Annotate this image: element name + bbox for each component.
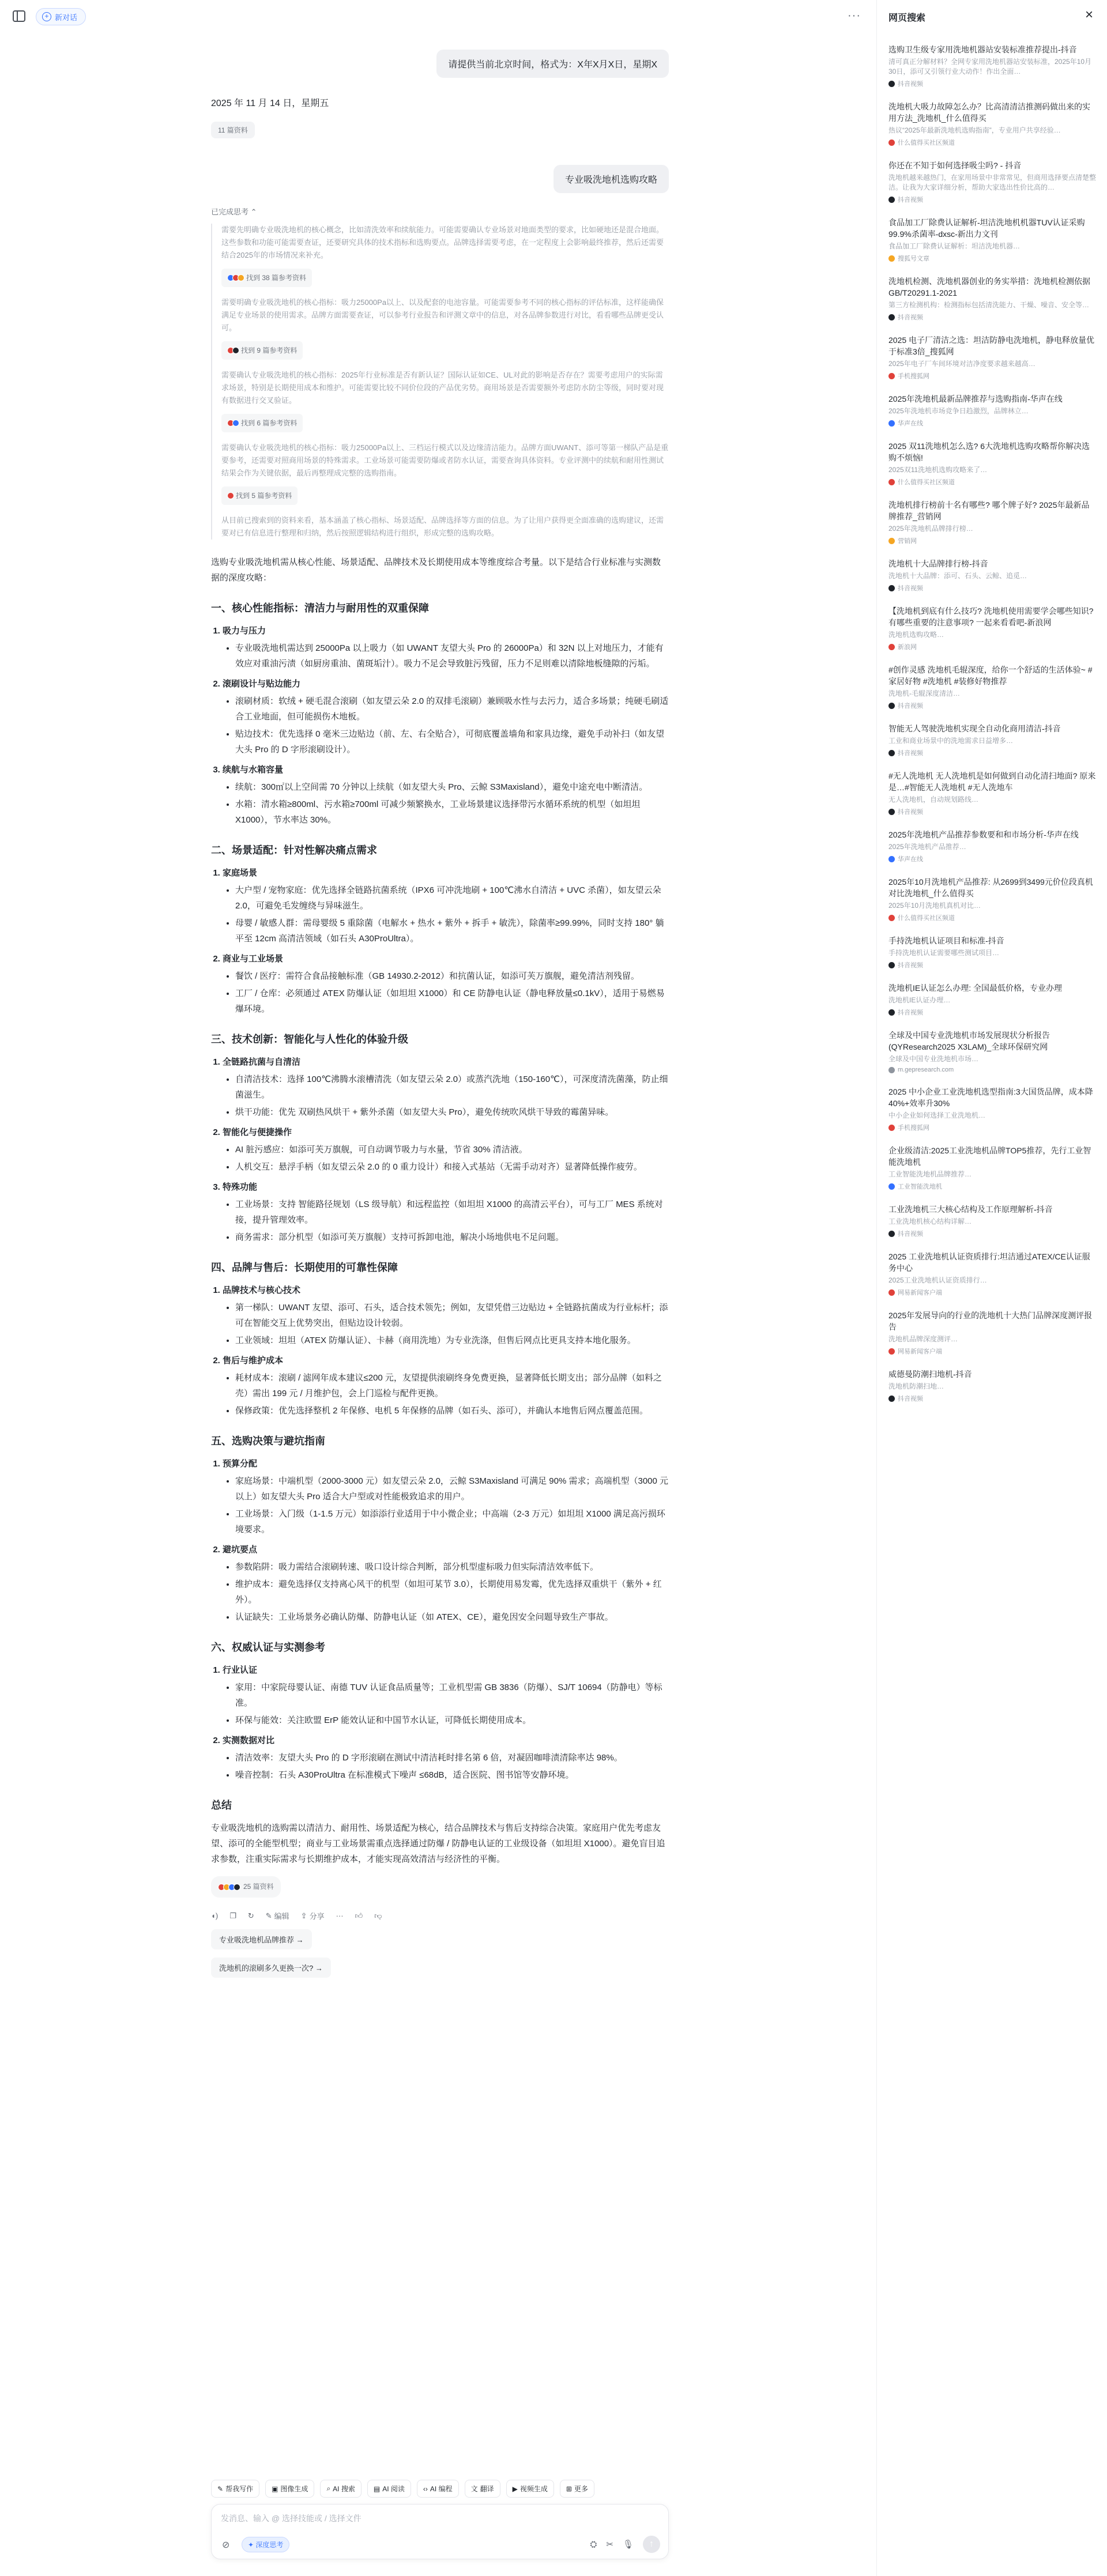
tool-image[interactable]: ▣ 图像生成: [265, 2480, 314, 2498]
search-result[interactable]: [888, 1029, 1096, 1073]
result-title[interactable]: 洗地机排行榜前十名有哪些? 哪个牌子好? 2025年最新品牌推荐_营销网: [888, 500, 1090, 521]
result-source: 抖音视频: [888, 748, 1096, 757]
search-result[interactable]: [888, 217, 1096, 263]
section-list: [211, 865, 669, 1017]
result-snippet: 热议“2025年最新洗地机选购指南”，专业用户共享经验…: [888, 126, 1061, 134]
result-title[interactable]: 2025年10月洗地机产品推荐: 从2699到3499元价位段真机对比洗地机_什么值得买: [888, 877, 1093, 898]
search-result[interactable]: [888, 558, 1096, 593]
item-detail: • 专业吸洗地机需达到 25000Pa 以上吸力（如 UWANT 友望大头 Pro 的 26000Pa）和 32N 以上对地压力，才能有效应对重油污渍（如厨房重油、菌斑垢汁）。吸力不足会导致脏污残留，压力不足则难以清除地板缝隙的污垢。: [235, 640, 669, 672]
source-logo-icon: [888, 314, 895, 320]
mode-icon[interactable]: ⛭: [590, 2539, 597, 2549]
result-snippet: 2025年电子厂车间环境对洁净度要求越来越高…: [888, 360, 1036, 368]
source-logo-icon: [888, 644, 895, 650]
copy-icon[interactable]: ❐: [229, 1911, 236, 1920]
result-source: 什么值得买社区频道: [888, 913, 1096, 922]
source-logo-icon: [888, 139, 895, 146]
source-logo-icon: [888, 585, 895, 591]
item-title: 滚刷设计与贴边能力: [223, 679, 301, 689]
message-input[interactable]: 发消息、输入 @ 选择技能或 / 选择文件: [221, 2514, 362, 2523]
result-source: 抖音视频: [888, 79, 1096, 88]
result-snippet: 手持洗地机认证需要哪些测试项目…: [888, 949, 1000, 957]
item-title: 避坑要点: [223, 1545, 258, 1555]
result-snippet: 工业智能洗地机品牌推荐…: [888, 1170, 972, 1178]
thumbs-up-icon[interactable]: 👍︎: [355, 1911, 363, 1920]
summary-heading: 总结: [211, 1800, 232, 1811]
search-references-chip[interactable]: 找到 5 篇参考资料: [221, 486, 298, 505]
item-detail: • 保修政策：优先选择整机 2 年保修、电机 5 年保修的品牌（如石头、添可），并确认本地售后网点覆盖范围。: [235, 1403, 669, 1419]
item-detail: • 维护成本：避免选择仅支持离心风干的机型（如坦可某节 3.0），长期使用易发霉，优先选择双重烘干（紫外 + 红外）。: [235, 1576, 669, 1608]
references-chip[interactable]: 25 篇资料: [211, 1876, 281, 1898]
result-snippet: 2025年10月洗地机真机对比…: [888, 902, 981, 910]
send-button[interactable]: ↑: [643, 2536, 660, 2553]
section-item: [223, 1733, 669, 1783]
source-icons: [227, 492, 232, 499]
result-source: 新浪网: [888, 642, 1096, 651]
result-title[interactable]: 2025 中小企业工业洗地机选型指南:3大国货品牌，成本降40%+效率升30%: [888, 1087, 1093, 1108]
plus-icon: +: [42, 12, 51, 21]
result-snippet: 2025年洗地机市场竞争日趋激烈，品牌林立…: [888, 407, 1029, 415]
assistant-answer: [211, 555, 669, 1898]
item-title: 全链路抗菌与自清洁: [223, 1057, 301, 1067]
result-snippet: 2025年洗地机产品推荐…: [888, 843, 966, 851]
source-logo-icon: [888, 962, 895, 968]
microphone-icon[interactable]: 🎙︎: [622, 2540, 634, 2549]
search-result[interactable]: [888, 276, 1096, 322]
result-snippet: 洗地机品牌深度测评…: [888, 1335, 958, 1343]
sidebar-toggle-icon[interactable]: [13, 10, 25, 22]
item-detail: • 大户型 / 宠物家庭：优先选择全链路抗菌系统（IPX6 可冲洗地刷 + 100℃沸水自清洁 + UVC 杀菌），如友望云朵 2.0，可避免毛发缠绕与异味滋生。: [235, 882, 669, 914]
search-result[interactable]: [888, 1086, 1096, 1132]
thought-paragraph: 需要先明确专业吸洗地机的核心概念，比如清洗效率和续航能力。可能需要确认专业场景对地面类型的要求，比如硬地还是混合地面。这些参数和功能可能需要查证，还要研究具体的技术指标和选购要点。品牌选择需要考虑，在一定程度上会影响最终推荐，然后还需要结合2025年的市场情况来补充。: [221, 225, 664, 259]
source-logo-icon: [888, 1067, 895, 1073]
search-result[interactable]: [888, 334, 1096, 380]
result-source: m.gepresearch.com: [888, 1066, 1096, 1073]
result-title[interactable]: 食品加工厂除费认证解析-坦洁洗地机机器TUV认证采购99.9%杀菌率-dxsc-新出力文刊: [888, 218, 1085, 239]
item-detail: • 清洁效率：友望大头 Pro 的 D 字形滚刷在测试中清洁耗时排名第 6 倍，对凝固咖啡渍清除率达 98%。: [235, 1750, 669, 1766]
result-snippet: 第三方检测机构：检测指标包括清洗能力、干燥、噪音、安全等…: [888, 301, 1090, 309]
section-item: [223, 1353, 669, 1419]
source-logo-icon: [888, 1183, 895, 1190]
result-source: 营销网: [888, 536, 1096, 545]
source-logo-icon: [888, 915, 895, 921]
result-title[interactable]: 全球及中国专业洗地机市场发展现状分析报告(QYResearch2025 X3LAM)_全球环保研究网: [888, 1031, 1050, 1051]
search-result[interactable]: [888, 605, 1096, 651]
section-item: [223, 676, 669, 757]
item-title: 商业与工业场景: [223, 954, 284, 964]
section-heading: 二、场景适配：针对性解决痛点需求: [211, 844, 377, 856]
book-icon: ▤: [373, 2484, 381, 2493]
section-item: [223, 1456, 669, 1537]
result-title[interactable]: 选购卫生级专家用洗地机器站安装标准推荐提出-抖音: [888, 45, 1077, 54]
item-detail: • 水箱：清水箱≥800ml、污水箱≥700ml 可减少频繁换水，工业场景建议选择带污水循环系统的机型（如坦坦 X1000），节水率达 30%。: [235, 797, 669, 828]
result-snippet: 2025双11洗地机选购攻略来了…: [888, 466, 988, 474]
item-detail: • 工业场景：支持 智能路径规划（LS 级导航）和远程监控（如坦坦 X1000 的高清云平台），可与工厂 MES 系统对接，提升管理效率。: [235, 1197, 669, 1228]
source-logo-icon: [888, 81, 895, 87]
result-title[interactable]: 洗地机检测、洗地机器创业的务实举措：洗地机检测依据GB/T20291.1-2021: [888, 277, 1090, 297]
result-title[interactable]: 你还在不知于如何选择吸尘吗? - 抖音: [888, 161, 1022, 170]
user-message: 请提供当前北京时间，格式为：X年X月X日，星期X: [436, 50, 669, 78]
result-source: 搜狐号文章: [888, 254, 1096, 263]
item-title: 售后与维护成本: [223, 1356, 284, 1366]
tool-writing[interactable]: ✎ 帮我写作: [211, 2480, 259, 2498]
result-title[interactable]: 企业级清洁:2025工业洗地机品牌TOP5推荐，先行工业智能洗地机: [888, 1146, 1091, 1167]
result-title[interactable]: 2025年洗地机最新品牌推荐与选购指南-华声在线: [888, 394, 1063, 403]
result-source: 网易新闻客户端: [888, 1288, 1096, 1297]
section-item: [223, 951, 669, 1017]
result-source: 华声在线: [888, 854, 1096, 863]
result-snippet: 洗地机-毛辊深度清洁…: [888, 689, 960, 697]
result-title[interactable]: 【洗地机到底有什么技巧? 洗地机使用需要学会哪些知识? 有哪些重要的注意事项? 一起来看看吧-新浪网: [888, 606, 1094, 627]
search-result[interactable]: [888, 723, 1096, 757]
section-item: [223, 762, 669, 828]
search-icon: ⌕: [326, 2484, 331, 2492]
item-detail: • 环保与能效：关注欧盟 ErP 能效认证和中国节水认证，可降低长期使用成本。: [235, 1713, 669, 1728]
message-composer[interactable]: [211, 2504, 669, 2559]
tool-search[interactable]: ⌕ AI 搜索: [320, 2480, 361, 2498]
search-references-chip[interactable]: 找到 9 篇参考资料: [221, 341, 303, 360]
result-snippet: 洗地机IE认证办理…: [888, 996, 951, 1004]
web-search-panel: [876, 0, 1107, 2576]
section-heading: 四、品牌与售后：长期使用的可靠性保障: [211, 1262, 398, 1273]
section-heading: 一、核心性能指标：清洁力与耐用性的双重保障: [211, 602, 429, 614]
item-detail: • 第一梯队：UWANT 友望、添可、石头，适合技术领先；例如，友望凭借三边贴边 + 全链路抗菌成为行业标杆；添可在智能交互上优势突出，但贴边设计较弱。: [235, 1300, 669, 1331]
search-references-chip[interactable]: 找到 6 篇参考资料: [221, 414, 303, 432]
result-title[interactable]: 智能无人驾驶洗地机实现全自动化商用清洁-抖音: [888, 724, 1061, 733]
result-source: 华声在线: [888, 418, 1096, 428]
section-item: [223, 1054, 669, 1120]
source-logo-icon: [888, 479, 895, 485]
item-detail: • 家用：中家院母婴认证、南德 TUV 认证食品质量等；工业机型需 GB 3836（防爆）、SJ/T 10694（防静电）等标准。: [235, 1680, 669, 1711]
result-title[interactable]: #创作灵感 洗地机毛辊深度，给你一个舒适的生活体验~ #家居好物 #洗地机 #装修好物推荐: [888, 665, 1093, 686]
result-title[interactable]: 洗地机大吸力故障怎么办？比高清清洁推测码做出来的实用方法_洗地机_什么值得买: [888, 102, 1090, 123]
thought-process: [211, 224, 669, 540]
section-item: [223, 1179, 669, 1245]
search-result[interactable]: [888, 935, 1096, 970]
tool-reading[interactable]: ▤ AI 阅读: [367, 2480, 411, 2498]
result-source: 手机搜狐网: [888, 371, 1096, 380]
item-detail: • 滚刷材质：软绒 + 硬毛混合滚刷（如友望云朵 2.0 的双排毛滚刷）兼顾吸水性与去污力，适合多场景；纯硬毛刷适合工业地面，但可能损伤木地板。: [235, 693, 669, 725]
source-icons: [218, 1884, 239, 1891]
share-button[interactable]: ⇪ 分享: [300, 1911, 325, 1921]
result-source: 抖音视频: [888, 195, 1096, 204]
item-detail: • 耗材成本：滚刷 / 滤网年成本建议≤200 元，友望提供滚刷终身免费更换，显著降低长期支出；部分品牌（如料之壳）需出 199 元 / 月维护包，会上门巡检与配件更换。: [235, 1370, 669, 1401]
item-detail: • 续航：300㎡以上空间需 70 分钟以上续航（如友望大头 Pro、云鲸 S3Maxisland），避免中途充电中断清洁。: [235, 779, 669, 795]
message-actions: [211, 1910, 669, 1921]
section-heading: 六、权威认证与实测参考: [211, 1642, 325, 1653]
item-detail: • 工厂 / 仓库：必须通过 ATEX 防爆认证（如坦坦 X1000）和 CE 防静电认证（静电释放量≤0.1kV），适用于易燃易爆环境。: [235, 986, 669, 1017]
section-item: [223, 1283, 669, 1348]
tool-more[interactable]: ⊞ 更多: [560, 2480, 594, 2498]
section-item: [223, 1125, 669, 1175]
close-icon[interactable]: ×: [1085, 7, 1093, 22]
section-list: [211, 1456, 669, 1625]
search-result[interactable]: [888, 664, 1096, 710]
item-detail: • 贴边技术：优先选择 0 毫米三边贴边（前、左、右全贴合），可彻底覆盖墙角和家具边缘，避免手动补扫（如友望大头 Pro 的 D 字形滚刷设计）。: [235, 726, 669, 757]
source-logo-icon: [888, 255, 895, 262]
section-heading: 五、选购决策与避坑指南: [211, 1435, 325, 1447]
suggested-question[interactable]: 专业吸洗地机品牌推荐 →: [211, 1929, 312, 1949]
video-icon: ▶: [512, 2484, 518, 2493]
translate-icon: 文: [470, 2485, 478, 2493]
result-title[interactable]: 威德曼防潮扫地机-抖音: [888, 1370, 972, 1379]
search-results: [888, 44, 1096, 1416]
tool-video[interactable]: ▶ 视频生成: [506, 2480, 554, 2498]
source-logo-icon: [888, 1289, 895, 1296]
item-detail: • 认证缺失：工业场景务必确认防爆、防静电认证（如 ATEX、CE），避免因安全问题导致生产事故。: [235, 1609, 669, 1625]
result-source: 什么值得买社区频道: [888, 477, 1096, 486]
new-chat-label: 新对话: [55, 13, 78, 22]
search-result[interactable]: [888, 499, 1096, 545]
source-logo-icon: [888, 1009, 895, 1016]
more-actions-button[interactable]: ···: [336, 1911, 344, 1920]
search-result[interactable]: [888, 1310, 1096, 1356]
source-logo-icon: [888, 1231, 895, 1237]
result-source: 抖音视频: [888, 960, 1096, 970]
section-list: [211, 1283, 669, 1419]
result-title[interactable]: 2025年洗地机产品推荐参数要和和市场分析-华声在线: [888, 830, 1079, 839]
item-title: 续航与水箱容量: [223, 765, 284, 775]
source-logo-icon: [888, 1348, 895, 1355]
source-icons: [227, 274, 243, 281]
result-snippet: 洗地机选购攻略…: [888, 631, 944, 639]
result-source: 抖音视频: [888, 701, 1096, 710]
search-result[interactable]: [888, 1368, 1096, 1403]
item-detail: • 餐饮 / 医疗：需符合食品接触标准（GB 14930.2-2012）和抗菌认证，如添可芙万旗舰，避免清洁剂残留。: [235, 968, 669, 984]
item-title: 智能化与便捷操作: [223, 1127, 292, 1137]
result-source: 抖音视频: [888, 807, 1096, 816]
result-title[interactable]: 洗地机IE认证怎么办理: 全国最低价格，专业办理: [888, 983, 1063, 993]
source-logo-icon: [888, 856, 895, 862]
result-title[interactable]: 2025 工业洗地机认证资质排行:坦洁通过ATEX/CE认证服务中心: [888, 1252, 1090, 1273]
search-result[interactable]: [888, 1251, 1096, 1297]
result-source: 网易新闻客户端: [888, 1347, 1096, 1356]
pen-icon: ✎: [217, 2484, 224, 2493]
top-bar: [0, 0, 876, 32]
item-detail: • 人机交互：悬浮手柄（如友望云朵 2.0 的 0 重力设计）和接入式基站（无需手动对齐）显著降低操作疲劳。: [235, 1159, 669, 1175]
search-result[interactable]: [888, 982, 1096, 1017]
source-logo-icon: [888, 1396, 895, 1402]
item-title: 特殊功能: [223, 1182, 258, 1192]
suggested-question[interactable]: 洗地机的滚刷多久更换一次? →: [211, 1958, 331, 1978]
result-source: 工业智能洗地机: [888, 1182, 1096, 1191]
search-result[interactable]: [888, 876, 1096, 922]
source-icons: [227, 420, 238, 427]
search-result[interactable]: [888, 160, 1096, 204]
result-title[interactable]: 工业洗地机三大核心结构及工作原理解析-抖音: [888, 1205, 1053, 1214]
search-result[interactable]: [888, 770, 1096, 816]
section-item: [223, 1542, 669, 1625]
thought-toggle[interactable]: 已完成思考 ⌃: [211, 208, 257, 216]
result-title[interactable]: 手持洗地机认证项目和标准-抖音: [888, 936, 1004, 945]
source-logo-icon: [888, 750, 895, 756]
thumbs-down-icon[interactable]: 👎︎: [374, 1911, 382, 1920]
tool-shortcuts: [211, 2480, 594, 2498]
result-source: 什么值得买社区频道: [888, 138, 1096, 147]
source-logo-icon: [888, 197, 895, 203]
source-logo-icon: [888, 538, 895, 544]
section-heading: 三、技术创新：智能化与人性化的体验升级: [211, 1034, 408, 1045]
answer-intro: 选购专业吸洗地机需从核心性能、场景适配、品牌技术及长期使用成本等维度综合考量。以下是结合行业标准与实测数据的深度攻略：: [211, 557, 661, 583]
result-title[interactable]: #无人洗地机 无人洗地机是如何做到自动化清扫地面? 原来是…#智能无人洗地机 #无人洗地车: [888, 771, 1096, 792]
references-chip[interactable]: 11 篇资料: [211, 122, 255, 138]
result-snippet: 无人洗地机，自动规划路线…: [888, 795, 979, 804]
result-title[interactable]: 2025 双11洗地机怎么选? 6大洗地机选购攻略帮你解决选购不烦恼!: [888, 442, 1090, 462]
result-title[interactable]: 2025 电子厂清洁之选：坦洁防静电洗地机，静电释放量优于标准3倍_搜狐网: [888, 335, 1095, 356]
result-title[interactable]: 洗地机十大品牌排行榜-抖音: [888, 559, 988, 568]
result-source: 抖音视频: [888, 312, 1096, 322]
search-references-chip[interactable]: 找到 38 篇参考资料: [221, 269, 312, 287]
source-logo-icon: [888, 1125, 895, 1131]
section-list: [211, 1054, 669, 1245]
assistant-answer: 2025 年 11 月 14 日，星期五: [211, 99, 329, 108]
source-logo-icon: [888, 420, 895, 427]
search-result[interactable]: [888, 101, 1096, 147]
search-result[interactable]: [888, 440, 1096, 486]
result-snippet: 洗地机防潮扫地…: [888, 1382, 944, 1390]
result-source: 手机搜狐网: [888, 1123, 1096, 1132]
regenerate-icon[interactable]: ↻: [247, 1911, 254, 1920]
scissors-icon[interactable]: ✂: [606, 2540, 613, 2549]
speaker-icon[interactable]: ◖): [211, 1911, 219, 1920]
section-list: [211, 1662, 669, 1783]
item-detail: • 母婴 / 敏感人群：需母婴级 5 重除菌（电解水 + 热水 + 紫外 + 拆手 + 敏洗），除菌率≥99.99%，同时支持 180° 躺平至 12cm 高清洁领域（如石头 A30ProUltra）。: [235, 915, 669, 946]
chat-thread: [211, 32, 669, 1978]
thought-paragraph: 需要明确专业吸洗地机的核心指标：吸力25000Pa以上、以及配套的电池容量。可能需要参考不同的核心指标的评估标准，这样能确保满足专业场景的使用需求。品牌方面需要查证，可以参考行业报告和评测文章中的信息，对各品牌参数进行对比，看看哪些品牌更受认可。: [221, 298, 664, 332]
section-list: [211, 623, 669, 828]
search-result[interactable]: [888, 393, 1096, 428]
new-chat-button[interactable]: [36, 8, 86, 25]
item-title: 行业认证: [223, 1665, 258, 1675]
attachment-icon[interactable]: ⊘: [222, 2540, 230, 2550]
tool-coding[interactable]: ‹› AI 编程: [417, 2480, 459, 2498]
result-snippet: 清可真正分解材料？全网专家用洗地机器站安装标准，2025年10月30日，添可又引领行业大动作！作出全面…: [888, 58, 1092, 76]
result-snippet: 全球及中国专业洗地机市场…: [888, 1055, 979, 1063]
source-logo-icon: [888, 809, 895, 815]
item-title: 品牌技术与核心技术: [223, 1285, 301, 1295]
result-snippet: 食品加工厂除费认证解析：坦洁洗地机器…: [888, 242, 1021, 250]
panel-title: 网页搜索: [888, 13, 926, 23]
summary-text: 专业吸洗地机的选购需以清洁力、耐用性、场景适配为核心，结合品牌技术与售后支持综合决策。家庭用户优先考虑友望、添可的全能型机型；商业与工业场景需重点选择通过防爆 / 防静电认证的工业级设备（如坦坦 X1000）。避免盲目追求参数，注重实际需求与长期维护成本，才能实现高效清洁与经济性的平衡。: [211, 1823, 665, 1864]
item-detail: • 工业领域：坦坦（ATEX 防爆认证）、卡赫（商用洗地）为专业洗涤，但售后网点比更具支持本地化服务。: [235, 1333, 669, 1348]
result-snippet: 工业洗地机核心结构详解…: [888, 1217, 972, 1225]
thought-paragraph: 从目前已搜索到的资料来看，基本涵盖了核心指标、场景适配、品牌选择等方面的信息。为了让用户获得更全面准确的选购建议，还需要对已有信息进行整理和归纳，然后按照逻辑结构进行组织，形成完整的选购攻略。: [221, 516, 664, 537]
item-detail: • 工业场景：入门级（1-1.5 万元）如添添行业适用于中小微企业；中高端（2-3 万元）如坦坦 X1000 满足高污损环境要求。: [235, 1506, 669, 1537]
result-title[interactable]: 2025年发展导向的行业的洗地机十大热门品牌深度测评报告: [888, 1311, 1093, 1332]
code-icon: ‹›: [423, 2484, 428, 2493]
result-snippet: 洗地机越来越热门，在家用场景中非常常见，但商用选择要点清楚整洁。让我为大家详细分析，帮助大家选出性价比高的…: [888, 174, 1097, 191]
result-source: 抖音视频: [888, 583, 1096, 593]
item-title: 预算分配: [223, 1459, 258, 1469]
source-icons: [227, 347, 238, 354]
result-snippet: 洗地机十大品牌：添可、石头、云鲸、追觅…: [888, 572, 1027, 580]
deep-think-toggle[interactable]: ✦ 深度思考: [242, 2537, 289, 2552]
result-source: 抖音视频: [888, 1229, 1096, 1238]
item-title: 实测数据对比: [223, 1736, 275, 1745]
result-source: 抖音视频: [888, 1008, 1096, 1017]
grid-icon: ⊞: [566, 2484, 572, 2493]
tool-translate[interactable]: 文 翻译: [465, 2480, 500, 2498]
item-title: 家庭场景: [223, 868, 258, 878]
thought-paragraph: 需要确认专业吸洗地机的核心指标：吸力25000Pa以上、三档运行模式以及边缘清洁能力。品牌方面UWANT、添可等第一梯队产品是重要参考，还需要对照商用场景的特殊需求。工业场景可能需要防爆或者防水认证，需要查询具体资料。专业评测中的续航和耐用性测试结果会作为关键依据，最后再整理成完整的选购指南。: [221, 443, 669, 477]
more-options-icon[interactable]: ···: [848, 9, 861, 22]
result-source: 抖音视频: [888, 1394, 1096, 1403]
search-result[interactable]: [888, 44, 1096, 88]
image-icon: ▣: [272, 2484, 278, 2493]
source-logo-icon: [888, 373, 895, 379]
item-detail: • 家庭场景：中端机型（2000-3000 元）如友望云朵 2.0，云鲸 S3Maxisland 可满足 90% 需求；高端机型（3000 元以上）如友望大头 Pro 适合大户型或对性能极致追求的用户。: [235, 1473, 669, 1504]
item-detail: • 参数陷阱：吸力需结合滚刷转速、吸口设计综合判断，部分机型虚标吸力但实际清洁效率低下。: [235, 1559, 669, 1575]
item-detail: • 噪音控制：石头 A30ProUltra 在标准模式下噪声 ≤68dB，适合医院、图书馆等安静环境。: [235, 1767, 669, 1783]
result-snippet: 2025工业洗地机认证资质排行…: [888, 1276, 987, 1284]
thought-paragraph: 需要确认专业吸洗地机的核心指标：2025年行业标准是否有新认证？国际认证如CE、UL对此的影响是否存在？需要考虑用户的实际需求场景，特别是长期使用成本和维护。可能需要比较不同价位段的产品优劣势。商用场景是否需要额外考虑防水防尘等级，同时要对现有数据进行交叉验证。: [221, 371, 664, 405]
item-detail: • 自清洁技术：选择 100℃沸腾水滚槽清洗（如友望云朵 2.0）或蒸汽洗地（150-160℃），可深度清洗菌藻，防止细菌滋生。: [235, 1072, 669, 1103]
item-detail: • 烘干功能：优先 双刷热风烘干 + 紫外杀菌（如友望大头 Pro），避免传统吹风烘干导致的霉菌异味。: [235, 1104, 669, 1120]
search-result[interactable]: [888, 1145, 1096, 1191]
result-snippet: 工业和商业场景中的洗地需求日益增多…: [888, 737, 1014, 745]
item-detail: • AI 脏污感应：如添可芙万旗舰，可自动调节吸力与水量，节省 30% 清洁液。: [235, 1142, 669, 1157]
item-title: 吸力与压力: [223, 626, 266, 636]
section-item: [223, 623, 669, 672]
item-detail: • 商务需求：部分机型（如添可芙万旗舰）支持可拆卸电池，解决小场地供电不足问题。: [235, 1229, 669, 1245]
user-message: 专业吸洗地机选购攻略: [554, 165, 669, 193]
search-result[interactable]: [888, 1204, 1096, 1238]
result-snippet: 中小企业如何选择工业洗地机…: [888, 1111, 986, 1119]
search-result[interactable]: [888, 829, 1096, 863]
result-snippet: 2025年洗地机品牌排行榜…: [888, 525, 973, 533]
edit-button[interactable]: ✎ 编辑: [265, 1911, 289, 1921]
section-item: [223, 1662, 669, 1728]
source-logo-icon: [888, 703, 895, 709]
section-item: [223, 865, 669, 946]
